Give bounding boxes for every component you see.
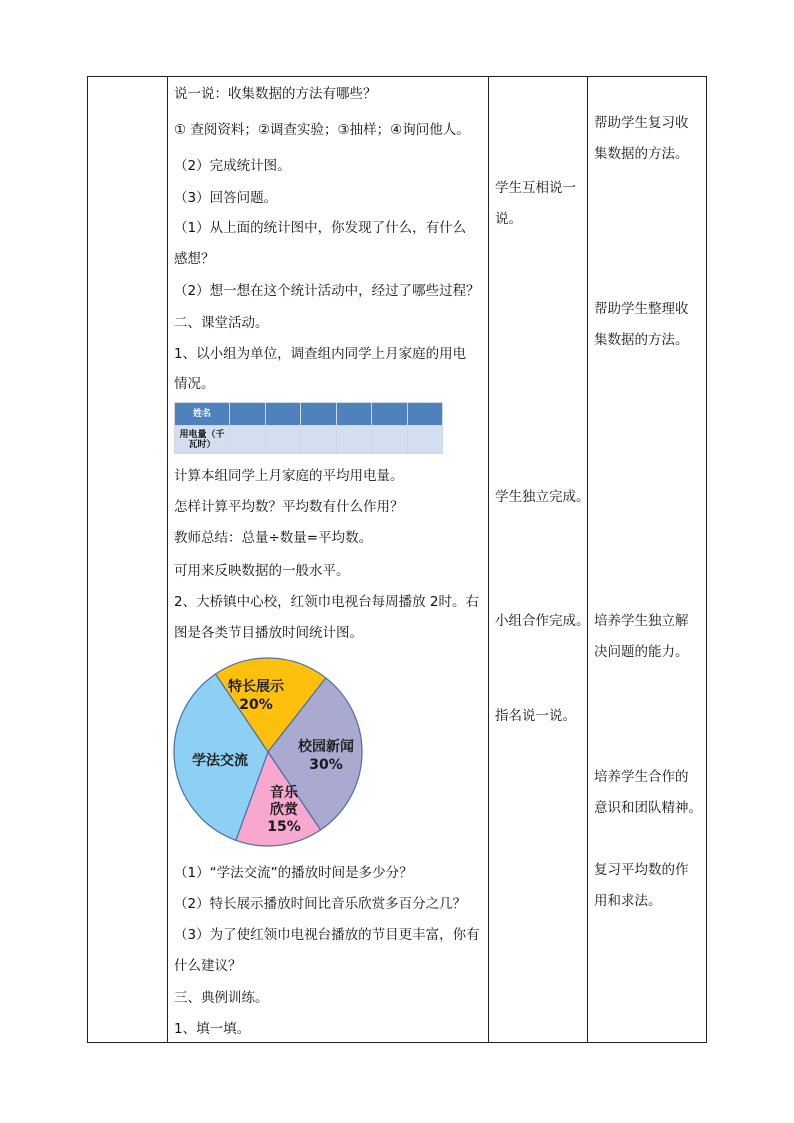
design-purpose-5: 复习平均数的作 用和求法。 bbox=[594, 862, 689, 909]
section-heading: 三、典例训练。 bbox=[174, 990, 269, 1006]
question-line: （3）为了使红领巾电视台播放的节目更丰富，你有 bbox=[174, 927, 480, 943]
student-activity-3: 小组合作完成。 bbox=[495, 613, 590, 629]
slice-label-music-1: 音乐 bbox=[270, 785, 298, 801]
student-activity-1: 学生互相说一 说。 bbox=[495, 180, 576, 227]
content-line: 计算本组同学上月家庭的平均用电量。 bbox=[174, 468, 404, 484]
slice-pct-news: 30% bbox=[309, 757, 343, 773]
design-purpose-4: 培养学生合作的 意识和团队精神。 bbox=[594, 769, 702, 816]
content-line: （3）回答问题。 bbox=[174, 190, 278, 206]
column-divider-1 bbox=[167, 76, 168, 1043]
program-time-pie-chart bbox=[170, 655, 370, 850]
question-line: （2）特长展示播放时间比音乐欣赏多百分之几？ bbox=[174, 896, 467, 912]
content-line: 怎样计算平均数？平均数有什么作用？ bbox=[174, 499, 404, 515]
slice-label-talent: 特长展示 bbox=[228, 679, 284, 695]
column-divider-2 bbox=[488, 76, 489, 1043]
design-purpose-1: 帮助学生复习收 集数据的方法。 bbox=[594, 115, 689, 162]
content-line: ① 查阅资料；②调查实验；③抽样；④询问他人。 bbox=[174, 122, 470, 138]
content-line: 说一说：收集数据的方法有哪些？ bbox=[174, 86, 377, 102]
question-line: 什么建议？ bbox=[174, 958, 242, 974]
section-heading: 二、课堂活动。 bbox=[174, 315, 269, 331]
design-purpose-2: 帮助学生整理收 集数据的方法。 bbox=[594, 301, 689, 348]
slice-pct-talent: 20% bbox=[239, 697, 273, 713]
student-activity-4: 指名说一说。 bbox=[495, 708, 576, 724]
content-line: 1、以小组为单位，调查组内同学上月家庭的用电 bbox=[174, 346, 467, 362]
content-line: （2）完成统计图。 bbox=[174, 158, 291, 174]
table-header-name: 姓名 bbox=[175, 403, 230, 426]
content-line: 情况。 bbox=[174, 376, 215, 392]
content-line: 图是各类节目播放时间统计图。 bbox=[174, 625, 363, 641]
slice-label-news: 校园新闻 bbox=[298, 739, 354, 755]
content-line: （2）想一想在这个统计活动中，经过了哪些过程？ bbox=[174, 283, 480, 299]
slice-label-music-2: 欣赏 bbox=[270, 802, 298, 818]
design-purpose-3: 培养学生独立解 决问题的能力。 bbox=[594, 613, 689, 660]
content-line: 教师总结：总量÷数量=平均数。 bbox=[174, 530, 373, 546]
content-line: 可用来反映数据的一般水平。 bbox=[174, 563, 350, 579]
student-activity-2: 学生独立完成。 bbox=[495, 489, 590, 505]
slice-pct-music: 15% bbox=[267, 819, 301, 835]
slice-label-study: 学法交流 bbox=[192, 753, 248, 769]
content-line: 1、填一填。 bbox=[174, 1021, 251, 1037]
question-line: （1）“学法交流”的播放时间是多少分？ bbox=[174, 865, 413, 881]
column-divider-3 bbox=[587, 76, 588, 1043]
content-line: 感想？ bbox=[174, 251, 215, 267]
content-line: （1）从上面的统计图中，你发现了什么，有什么 bbox=[174, 220, 467, 236]
content-line: 2、大桥镇中心校，红领巾电视台每周播放 2时。右 bbox=[174, 594, 479, 610]
electricity-survey-table bbox=[174, 402, 443, 454]
table-row-label: 用电量（千 瓦时） bbox=[175, 426, 230, 454]
